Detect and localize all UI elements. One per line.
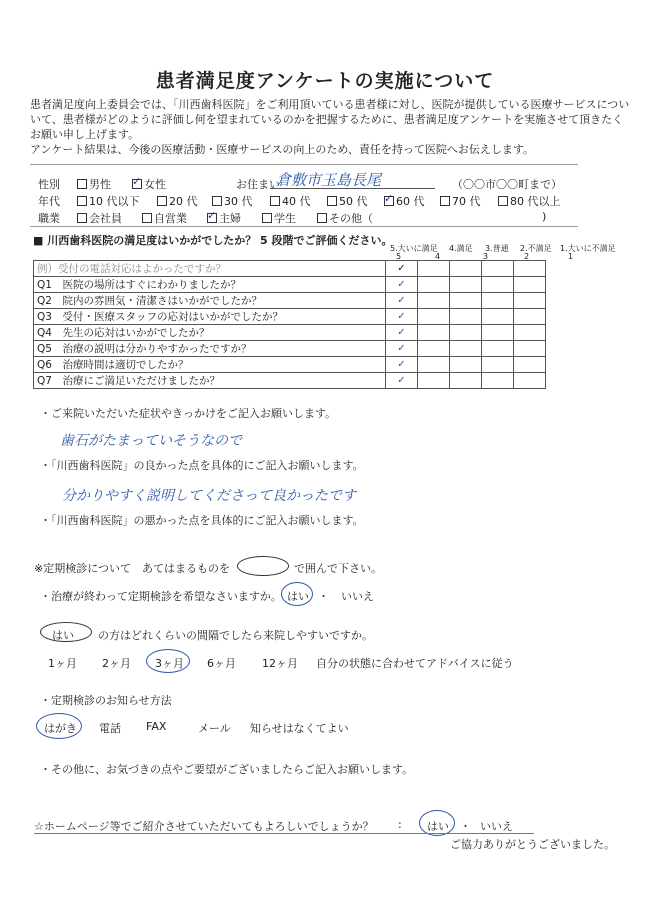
example-question: 例）受付の電話対応はよかったですか？ (34, 261, 386, 277)
interval-option[interactable]: 12ヶ月 (262, 657, 298, 670)
rating-cell-4[interactable] (418, 325, 450, 341)
rating-cell-2[interactable] (482, 325, 514, 341)
rating-cell-1[interactable] (514, 357, 546, 373)
gender-label: 性別 (38, 178, 60, 191)
rating-cell-1[interactable] (514, 309, 546, 325)
rating-cell-5[interactable]: ✓ (386, 341, 418, 357)
scale-num: 3 (483, 252, 489, 261)
interval-yes-label: はい (52, 629, 74, 642)
rating-cell-1[interactable] (514, 341, 546, 357)
intro-line: お願い申し上げます。 (30, 128, 140, 141)
address-hint: （〇〇市〇〇町まで） (452, 178, 562, 191)
interval-option[interactable]: 6ヶ月 (207, 657, 236, 670)
question-row (34, 357, 546, 373)
address-handwriting[interactable]: 倉敷市玉島長尾 (276, 171, 382, 189)
age-label: 年代 (38, 195, 60, 208)
question-id: Q4 (37, 327, 52, 339)
question-row (34, 293, 546, 309)
rating-cell-3[interactable] (450, 357, 482, 373)
rating-cell-3[interactable] (450, 325, 482, 341)
checkup-no-option[interactable]: いいえ (341, 590, 374, 603)
job-option[interactable]: 学生 (262, 210, 296, 226)
question-text: 先生の応対はいかがでしたか？ (62, 327, 210, 339)
notify-option[interactable]: 知らせはなくてよい (250, 722, 349, 735)
gender-female-option[interactable]: ✓ 女性 (132, 176, 166, 192)
question-text: 受付・医療スタッフの応対はいかがでしたか？ (62, 311, 283, 323)
other-question: ・その他に、お気づきの点やご要望がございましたらご記入お願いします。 (40, 763, 414, 776)
question-id: Q6 (37, 359, 52, 371)
notify-option-selected[interactable]: はがき (44, 722, 77, 735)
job-other-close: ) (542, 210, 547, 223)
rating-cell-1[interactable] (514, 293, 546, 309)
notify-option[interactable]: 電話 (99, 722, 121, 735)
rating-cell-4[interactable] (418, 357, 450, 373)
question-id: Q1 (37, 279, 52, 291)
question-id: Q2 (37, 295, 52, 307)
question-text: 医院の場所はすぐにわかりましたか？ (62, 279, 241, 291)
interval-option[interactable]: 1ヶ月 (48, 657, 77, 670)
rating-cell-2[interactable] (482, 357, 514, 373)
rating-cell-5[interactable]: ✓ (386, 373, 418, 389)
interval-option[interactable]: 2ヶ月 (102, 657, 131, 670)
rating-cell-5[interactable]: ✓ (386, 357, 418, 373)
rating-table (33, 260, 546, 389)
notify-option[interactable]: FAX (146, 720, 167, 733)
scale-label: 5.大いに満足 (390, 244, 438, 253)
rating-cell-4[interactable] (418, 277, 450, 293)
question-text: 治療時間は適切でしたか？ (62, 359, 189, 371)
question-row (34, 341, 546, 357)
separator-dot: ・ (318, 590, 329, 603)
thanks-text: ご協力ありがとうございました。 (450, 838, 615, 851)
job-option[interactable]: 自営業 (142, 210, 187, 226)
rating-cell-3[interactable] (450, 277, 482, 293)
notify-label: ・定期検診のお知らせ方法 (40, 694, 172, 707)
age-option[interactable]: 20 代 (157, 193, 198, 209)
interval-question: の方はどれくらいの間隔でしたら来院しやすいですか。 (98, 629, 373, 642)
oval-sample-icon (40, 622, 92, 642)
page-title: 患者満足度アンケートの実施について (155, 70, 495, 92)
scale-num: 5 (396, 252, 402, 261)
rating-cell-5[interactable]: ✓ (386, 325, 418, 341)
rating-heading: ■ 川西歯科医院の満足度はいかがでしたか？ 5 段階でご評価ください。 (33, 234, 393, 247)
rating-cell-2[interactable] (482, 277, 514, 293)
question-id: Q7 (37, 375, 52, 387)
rating-cell-3[interactable] (450, 373, 482, 389)
scale-label: 1.大いに不満足 (560, 244, 616, 253)
question-text: 院内の雰囲気・清潔さはいかがでしたか？ (62, 295, 262, 307)
rating-cell-1[interactable] (514, 277, 546, 293)
question-row (34, 325, 546, 341)
rating-cell-3[interactable] (450, 341, 482, 357)
rating-cell-1[interactable] (514, 325, 546, 341)
good-points-answer-handwriting[interactable]: 分かりやすく説明してくださって良かったです (62, 488, 356, 504)
checkup-instruction: ※定期検診について あてはまるものを (34, 562, 230, 575)
age-option[interactable]: 40 代 (270, 193, 311, 209)
symptom-answer-handwriting[interactable]: 歯石がたまっていそうなので (60, 433, 242, 449)
age-option[interactable]: 50 代 (327, 193, 368, 209)
question-id: Q3 (37, 311, 52, 323)
job-option[interactable]: その他（ (317, 210, 373, 226)
divider (30, 226, 578, 227)
homepage-underline (34, 833, 534, 834)
homepage-colon: : (398, 818, 402, 831)
age-option[interactable]: 10 代以下 (77, 193, 140, 209)
rating-cell-3[interactable] (450, 293, 482, 309)
rating-cell-4[interactable] (418, 373, 450, 389)
rating-cell-5[interactable]: ✓ (386, 309, 418, 325)
rating-cell-5[interactable]: ✓ (386, 277, 418, 293)
handwritten-circle-icon (281, 582, 313, 606)
address-underline (270, 188, 435, 189)
rating-cell-4[interactable] (418, 293, 450, 309)
separator-dot: ・ (460, 820, 471, 833)
rating-cell-2[interactable] (482, 373, 514, 389)
intro-line: アンケート結果は、今後の医療活動・医療サービスの向上のため、責任を持って医院へお伝えします。 (30, 143, 535, 156)
question-text: 治療の説明は分かりやすかったですか？ (62, 343, 252, 355)
job-option[interactable]: 会社員 (77, 210, 122, 226)
homepage-no-option[interactable]: いいえ (480, 820, 513, 833)
interval-option[interactable]: 自分の状態に合わせてアドバイスに従う (316, 657, 514, 670)
age-option[interactable]: 70 代 (440, 193, 481, 209)
question-row (34, 309, 546, 325)
scale-num: 1 (568, 252, 574, 261)
bad-points-question: ・「川西歯科医院」の悪かった点を具体的にご記入お願いします。 (40, 514, 364, 527)
handwritten-circle-icon (146, 649, 190, 673)
scale-label: 4.満足 (449, 244, 473, 253)
rating-cell-2[interactable] (482, 309, 514, 325)
symptom-question: ・ご来院いただいた症状やきっかけをご記入お願いします。 (40, 407, 337, 420)
notify-option[interactable]: メール (198, 722, 231, 735)
age-option-checked[interactable]: ✓ 60 代 (384, 193, 425, 209)
scale-label: 3.普通 (485, 244, 509, 253)
question-row (34, 277, 546, 293)
homepage-yes-option[interactable]: はい (427, 820, 449, 833)
rating-cell-3[interactable] (450, 309, 482, 325)
handwritten-circle-icon (36, 713, 82, 739)
oval-sample-icon (237, 556, 289, 576)
address-label: お住まい (236, 178, 280, 191)
checkup-instruction-tail: で囲んで下さい。 (294, 562, 382, 575)
rating-cell-2[interactable] (482, 293, 514, 309)
scale-label: 2.不満足 (520, 244, 552, 253)
question-id: Q5 (37, 343, 52, 355)
example-mark: ✓ (386, 261, 418, 277)
job-label: 職業 (38, 212, 60, 225)
intro-line: いて、患者様がどのように評価し何を望まれているのかを把握するために、患者満足度アンケートを実施させて頂きたく (30, 113, 624, 126)
intro-line: 患者満足度向上委員会では、「川西歯科医院」をご利用頂いている患者様に対し、医院が提供している医療サービスについ (30, 98, 630, 111)
age-option[interactable]: 30 代 (212, 193, 253, 209)
good-points-question: ・「川西歯科医院」の良かった点を具体的にご記入お願いします。 (40, 459, 364, 472)
rating-cell-4[interactable] (418, 341, 450, 357)
rating-cell-5[interactable]: ✓ (386, 293, 418, 309)
checkup-hope-question: ・治療が終わって定期検診を希望なさいますか。 (40, 590, 282, 603)
scale-num: 2 (524, 252, 530, 261)
job-option-checked[interactable]: ✓ 主婦 (207, 210, 241, 226)
rating-cell-1[interactable] (514, 373, 546, 389)
checkup-yes-option[interactable]: はい (287, 590, 309, 603)
divider (30, 164, 578, 165)
gender-male-option[interactable]: 男性 (77, 176, 111, 192)
rating-cell-2[interactable] (482, 341, 514, 357)
question-row (34, 373, 546, 389)
age-option[interactable]: 80 代以上 (498, 193, 561, 209)
homepage-question: ☆ホームページ等でご紹介させていただいてもよろしいでしょうか？ (34, 820, 374, 833)
rating-cell-4[interactable] (418, 309, 450, 325)
interval-option-selected[interactable]: 3ヶ月 (155, 657, 184, 670)
scale-num: 4 (435, 252, 441, 261)
example-row (34, 261, 546, 277)
question-text: 治療にご満足いただけましたか？ (62, 375, 220, 387)
